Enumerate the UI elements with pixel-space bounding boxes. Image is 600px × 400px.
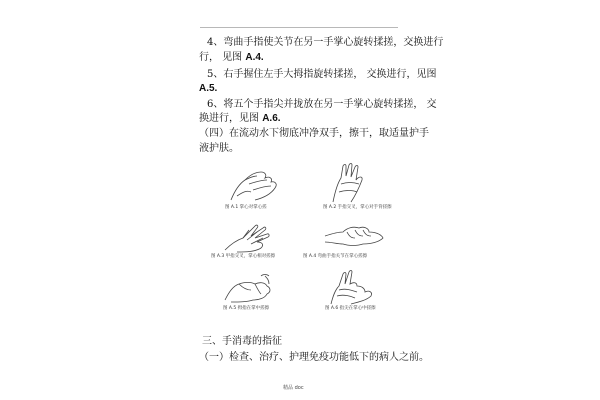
figure-caption-a5: 图 A.5 拇指在掌中搓擦 <box>223 306 270 311</box>
step-6-see-figure: 换进行，见图 <box>199 113 263 124</box>
figure-caption-a3: 图 A.3 甲指交叉，掌心相对搓擦 <box>211 254 276 259</box>
step-4-text: 4、弯曲手指使关节在另一手掌心旋转揉搓，交换进行 <box>207 37 444 48</box>
step-4-figure-ref: A.4. <box>245 52 264 63</box>
step-6-line-2 <box>199 113 281 125</box>
section-4-line-2: 液护肤。 <box>199 143 239 154</box>
figure-caption-a6: 图 A.6 指尖在掌心中搓擦 <box>325 306 376 311</box>
step-5-figure-ref: A.5. <box>199 83 218 94</box>
figure-caption-a2: 图 A.2 手指交叉，掌心对手背搓擦 <box>323 205 392 210</box>
section-4-line-1: （四）在流动水下彻底冲净双手，擦干，取适量护手 <box>199 128 429 139</box>
hand-washing-figure <box>205 158 405 320</box>
section-title: 三、手消毒的指征 <box>202 336 282 347</box>
step-4-see-figure: 行， 见图 <box>199 52 246 63</box>
fingers-locked-icon <box>323 218 385 250</box>
section-item-1: （一）检查、治疗、护理免疫功能低下的病人之前。 <box>199 352 429 363</box>
header-rule <box>200 27 398 28</box>
step-5-line-1 <box>207 69 437 81</box>
palms-rubbing-icon <box>225 166 285 202</box>
thumb-rotate-icon <box>221 270 277 304</box>
step-5-text: 5、右手握住左手大拇指旋转揉搓， 交换进行，见图 <box>207 69 437 80</box>
step-6-text: 6、将五个手指尖并拢放在另一手掌心旋转揉搓， 交 <box>207 99 437 110</box>
figure-caption-a4: 图 A.4 弯曲手指关节在掌心搓擦 <box>303 254 368 259</box>
page-footer: 精品 doc <box>283 385 304 391</box>
fingertips-palm-icon <box>323 268 377 306</box>
step-6-line-1 <box>207 99 437 111</box>
step-4-line-2 <box>199 52 264 64</box>
step-4-line-1 <box>207 37 443 49</box>
palm-over-back-icon <box>323 162 373 204</box>
step-5-line-2 <box>199 83 217 95</box>
step-6-figure-ref: A.6. <box>262 113 281 124</box>
figure-caption-a1: 图 A.1 掌心对掌心搓 <box>225 205 267 210</box>
fingers-interlaced-icon <box>221 218 277 254</box>
